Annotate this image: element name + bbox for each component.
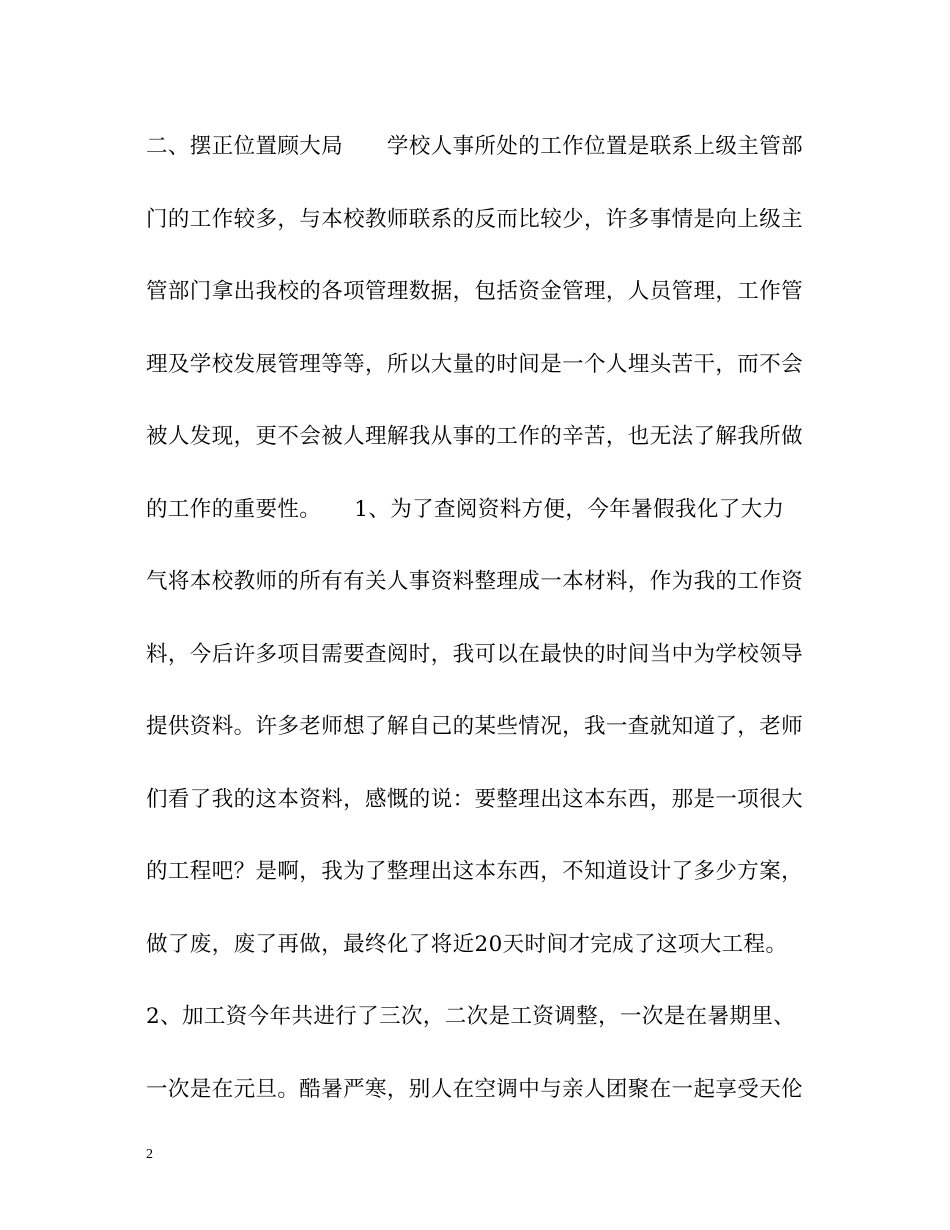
text-line: 门的工作较多，与本校教师联系的反而比较少，许多事情是向上级主: [146, 206, 804, 232]
text-line: 的工程吧？是啊，我为了整理出这本东西，不知道设计了多少方案，: [146, 859, 804, 884]
text-line: 理及学校发展管理等等，所以大量的时间是一个人埋头苦干，而不会: [146, 351, 804, 377]
body-text: [146, 121, 816, 1136]
text-line: 的工作的重要性。 1、为了查阅资料方便，今年暑假我化了大力: [146, 496, 785, 522]
text-line: 提供资料。许多老师想了解自己的某些情况，我一查就知道了，老师: [146, 714, 804, 739]
text-line: 2、加工资今年共进行了三次，二次是工资调整，一次是在暑期里、: [146, 1004, 796, 1029]
text-line: 管部门拿出我校的各项管理数据，包括资金管理，人员管理，工作管: [146, 279, 804, 304]
text-line: 料，今后许多项目需要查阅时，我可以在最快的时间当中为学校领导: [146, 641, 804, 667]
text-line: 气将本校教师的所有有关人事资料整理成一本材料，作为我的工作资: [146, 569, 804, 594]
text-line: 一次是在元旦。酷暑严寒，别人在空调中与亲人团聚在一起享受天伦: [146, 1076, 804, 1102]
text-line: 做了废，废了再做，最终化了将近20天时间才完成了这项大工程。: [146, 931, 788, 957]
text-line: 二、摆正位置顾大局 学校人事所处的工作位置是联系上级主管部: [146, 134, 804, 159]
text-line: 们看了我的这本资料，感慨的说：要整理出这本东西，那是一项很大: [146, 786, 804, 812]
page-number: 2: [146, 1147, 153, 1162]
text-line: 被人发现，更不会被人理解我从事的工作的辛苦，也无法了解我所做: [146, 424, 804, 449]
